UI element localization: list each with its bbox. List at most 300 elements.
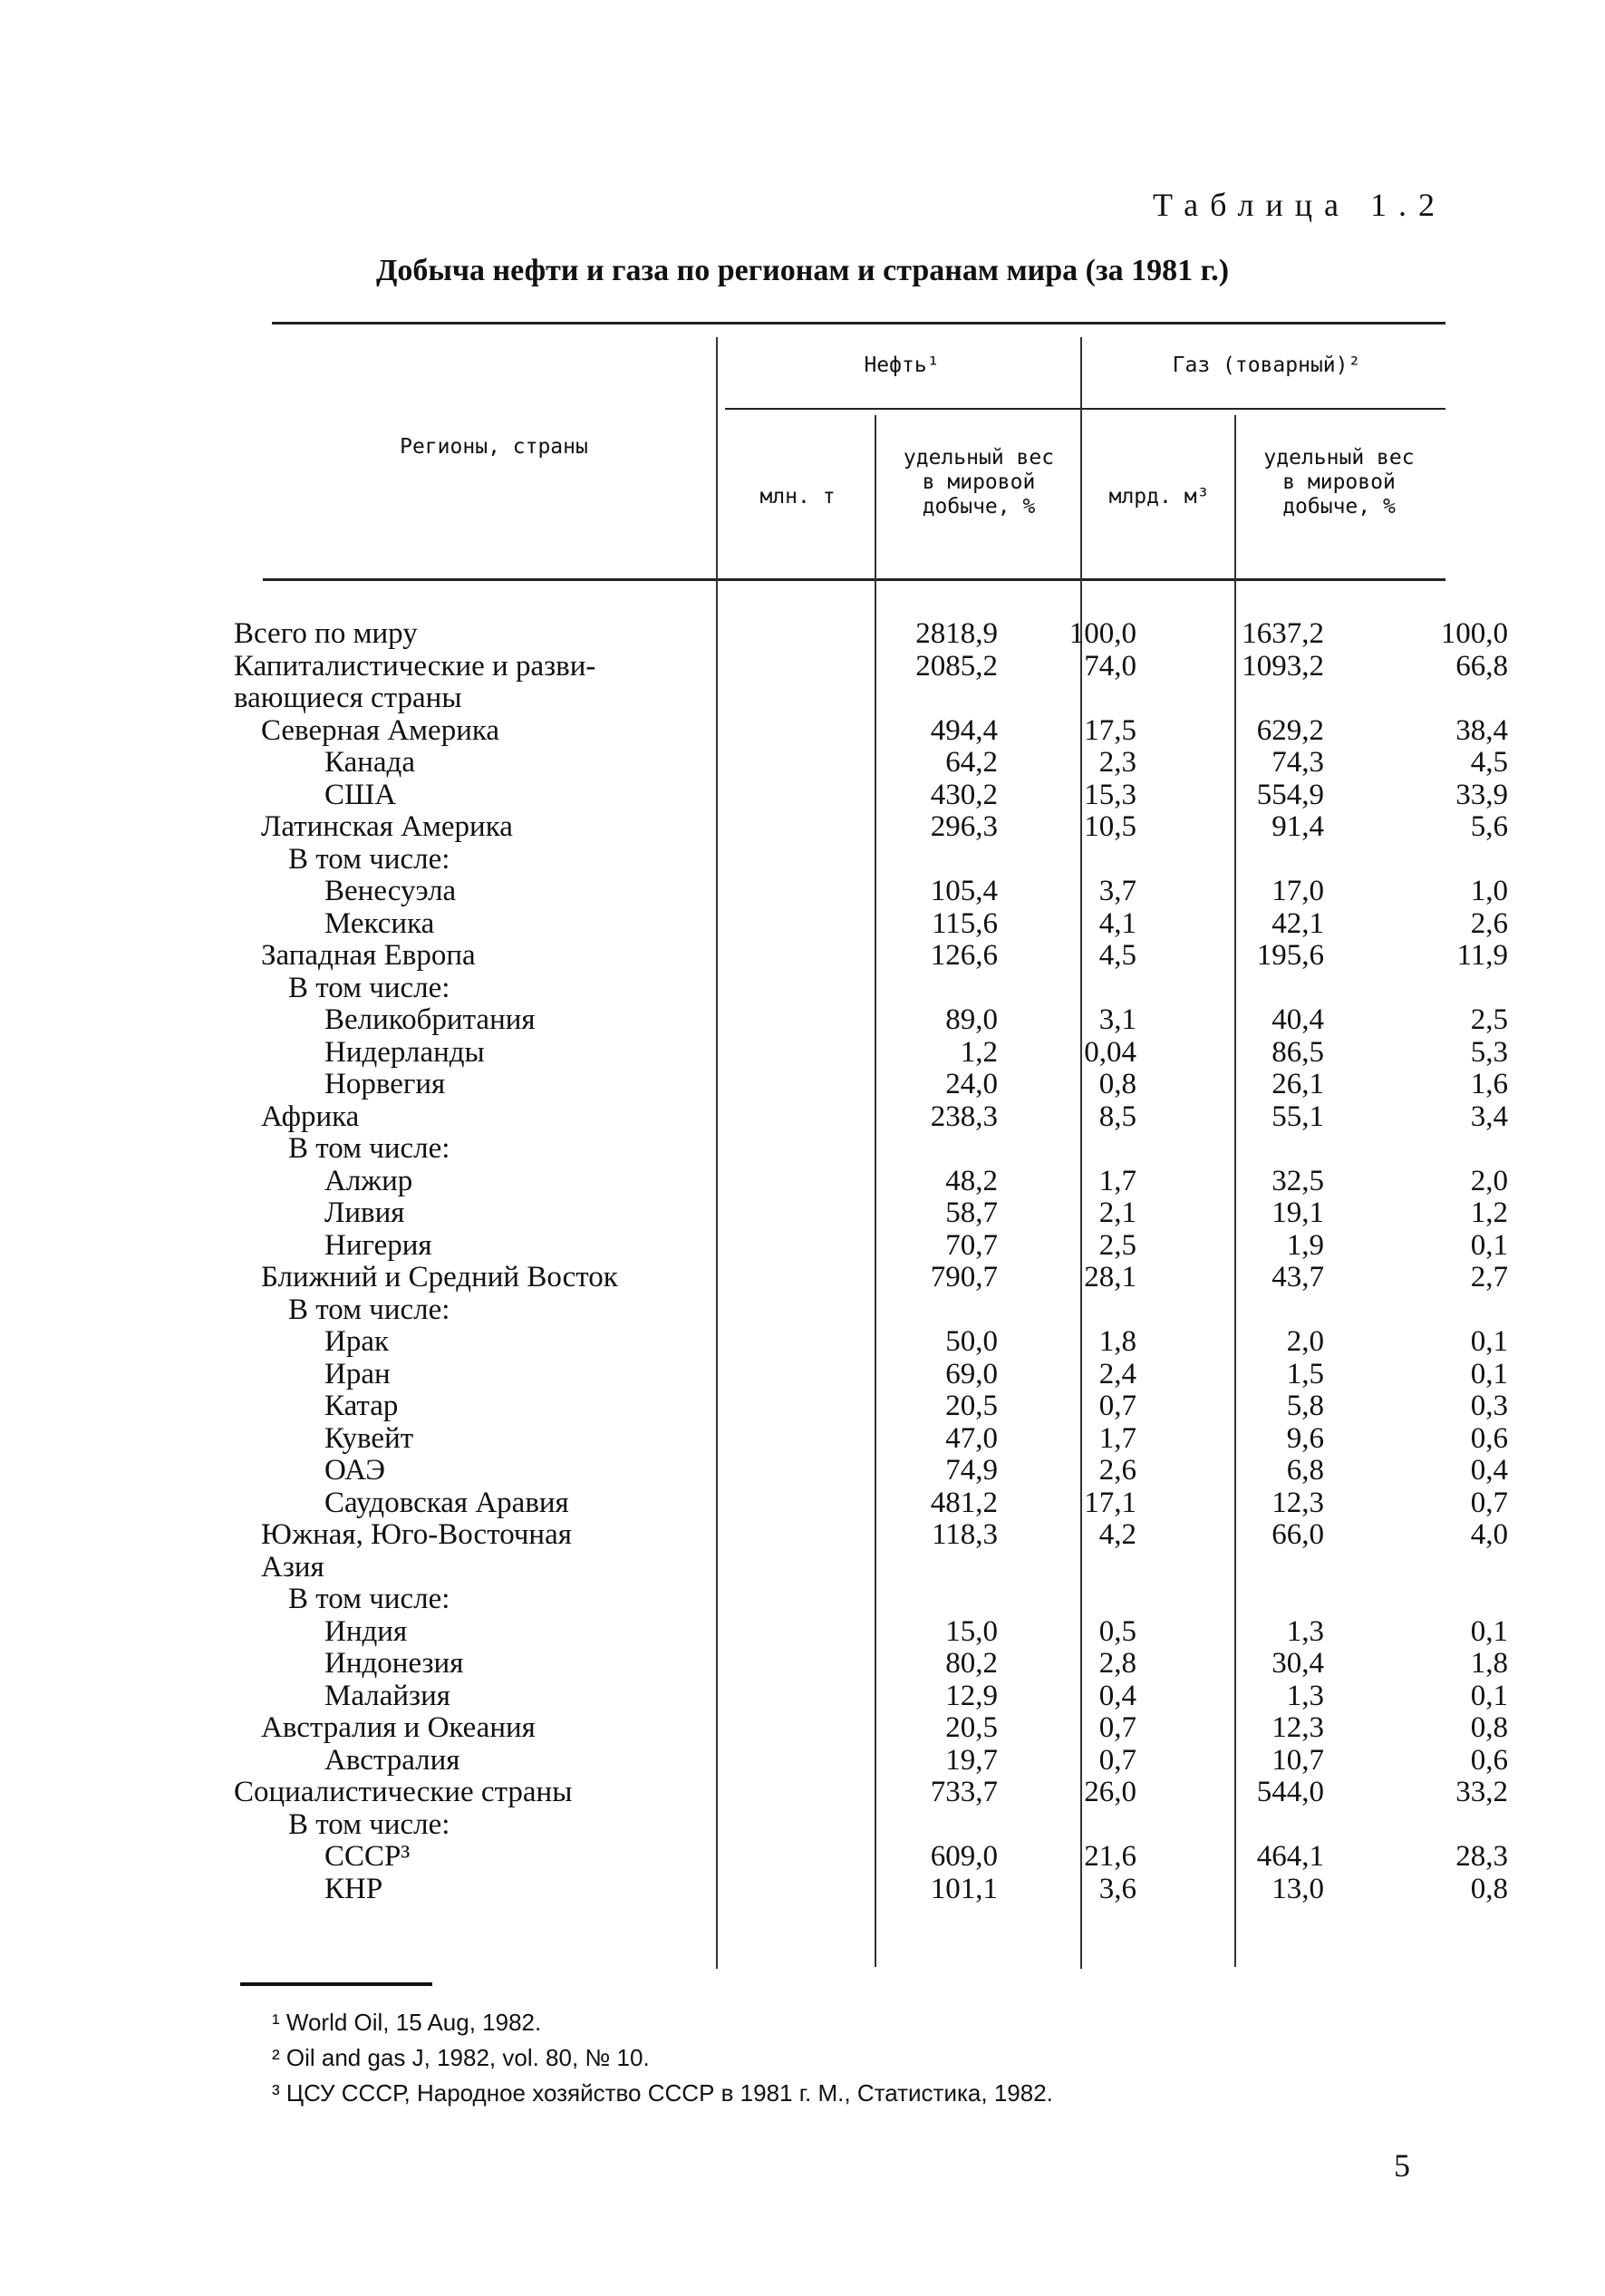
row-name: Канада [324,746,415,779]
table-row [234,1230,1546,1263]
cell-value: 2,8 [1098,1647,1136,1680]
row-name: Малайзия [324,1679,450,1712]
row-value-col2 [1002,1262,1184,1294]
row-value-col3 [1184,1681,1365,1713]
cell-value: 17,5 [1084,713,1136,747]
row-value-col3 [1184,1326,1365,1359]
row-value-col1 [812,1101,1002,1134]
row-value-col1 [812,1262,1002,1294]
row-value-col4 [1365,811,1546,844]
cell-value: 1,5 [1286,1357,1324,1390]
table-row [234,1777,1546,1809]
row-name: Великобритания [324,1003,536,1036]
table-body [234,618,1546,1905]
cell-value: 5,6 [1470,810,1508,843]
row-value-col3 [1184,1294,1365,1327]
row-value-col3 [1184,1616,1365,1649]
row-value-col4 [1365,1616,1546,1649]
row-value-col4 [1365,747,1546,780]
cell-value: 21,6 [1084,1840,1136,1873]
cell-value: 733,7 [930,1776,998,1808]
table-row [234,844,1546,877]
row-name: В том числе: [288,1807,450,1841]
cell-value: 4,5 [1098,939,1136,972]
cell-value: 2,5 [1470,1003,1508,1036]
row-value-col2 [1002,715,1184,748]
row-value-col4 [1365,1712,1546,1745]
table-row [234,1681,1546,1713]
row-name: Саудовская Аравия [324,1486,569,1519]
header-regions: Регионы, страны [400,435,588,459]
row-value-col2 [1002,1069,1184,1101]
row-value-col1 [812,1809,1002,1842]
cell-value: 17,1 [1084,1486,1136,1519]
cell-value: 86,5 [1271,1035,1324,1069]
row-value-col3 [1184,1004,1365,1037]
table-row [234,1359,1546,1391]
table-row [234,1616,1546,1649]
cell-value: 115,6 [931,906,998,940]
footnote-3: ³ ЦСУ СССР, Народное хозяйство СССР в 1981 г. М., Статистика, 1982. [272,2079,1053,2107]
cell-value: 1,7 [1098,1164,1136,1197]
row-value-col3 [1184,1069,1365,1101]
row-value-col1 [812,844,1002,877]
footnote-1: ¹ World Oil, 15 Aug, 1982. [272,2009,542,2036]
table-row [234,651,1546,683]
row-name: США [324,778,397,811]
row-value-col1 [812,1230,1002,1263]
cell-value: 58,7 [945,1196,998,1229]
production-table [234,618,1546,1905]
cell-value: 1093,2 [1242,649,1324,683]
row-value-col3 [1184,1648,1365,1681]
cell-value: 2,0 [1286,1325,1324,1358]
table-row [234,1552,1546,1584]
cell-value: 118,3 [931,1518,998,1551]
table-row [234,1166,1546,1198]
row-name: Южная, Юго-Восточная [261,1518,572,1551]
cell-value: 0,1 [1470,1614,1508,1648]
row-value-col4 [1365,715,1546,748]
row-value-col4 [1365,1841,1546,1874]
row-value-col2 [1002,1294,1184,1327]
cell-value: 609,0 [930,1840,998,1873]
row-value-col2 [1002,747,1184,780]
row-value-col4 [1365,1069,1546,1101]
row-value-col2 [1002,1777,1184,1809]
row-value-col3 [1184,618,1365,651]
row-name: Латинская Америка [261,810,513,843]
cell-value: 0,1 [1470,1357,1508,1390]
cell-value: 26,1 [1271,1068,1324,1100]
table-row [234,811,1546,844]
table-row [234,715,1546,748]
cell-value: 0,7 [1098,1390,1136,1422]
row-name: Катар [324,1390,399,1422]
table-row [234,1584,1546,1616]
cell-value: 0,8 [1470,1872,1508,1905]
row-value-col2 [1002,780,1184,812]
top-rule [272,322,1445,325]
cell-value: 3,6 [1098,1872,1136,1905]
row-name: В том числе: [288,1583,450,1615]
row-value-col3 [1184,683,1365,715]
row-value-col4 [1365,683,1546,715]
cell-value: 195,6 [1256,939,1324,972]
row-name: Индонезия [324,1647,464,1680]
cell-value: 28,3 [1455,1840,1508,1873]
cell-value: 33,9 [1455,778,1508,811]
row-value-col1 [812,1069,1002,1101]
cell-value: 12,3 [1271,1486,1324,1519]
cell-value: 2,1 [1098,1196,1136,1229]
row-value-col3 [1184,973,1365,1005]
row-value-col3 [1184,1133,1365,1166]
cell-value: 50,0 [945,1325,998,1358]
row-value-col4 [1365,780,1546,812]
row-value-col2 [1002,1133,1184,1166]
row-value-col3 [1184,715,1365,748]
cell-value: 3,4 [1470,1100,1508,1133]
header-gas-share: удельный вес в мировой добыче, % [1263,446,1415,518]
row-value-col4 [1365,1133,1546,1166]
row-value-col4 [1365,651,1546,683]
cell-value: 66,0 [1271,1518,1324,1551]
row-value-col3 [1184,1037,1365,1070]
row-value-col1 [812,811,1002,844]
row-value-col1 [812,1294,1002,1327]
row-name: В том числе: [288,1293,450,1326]
cell-value: 4,1 [1098,906,1136,940]
cell-value: 19,1 [1271,1196,1324,1229]
row-value-col4 [1365,940,1546,973]
cell-value: 1,7 [1098,1421,1136,1455]
row-name: Кувейт [324,1421,414,1455]
cell-value: 0,8 [1470,1711,1508,1744]
cell-value: 0,7 [1098,1711,1136,1744]
row-value-col1 [812,1133,1002,1166]
row-value-col1 [812,1326,1002,1359]
row-value-col1 [812,1455,1002,1487]
row-value-col2 [1002,1326,1184,1359]
cell-value: 12,9 [945,1679,998,1712]
row-value-col3 [1184,844,1365,877]
row-value-col3 [1184,1519,1365,1552]
row-value-col1 [812,1390,1002,1423]
row-value-col3 [1184,1487,1365,1520]
row-value-col4 [1365,876,1546,908]
cell-value: 5,8 [1286,1390,1324,1422]
cell-value: 10,7 [1271,1743,1324,1777]
row-value-col4 [1365,1101,1546,1134]
row-name: Западная Европа [261,939,476,972]
cell-value: 9,6 [1286,1421,1324,1455]
row-name: Ливия [324,1196,405,1229]
table-row [234,1133,1546,1166]
cell-value: 629,2 [1256,713,1324,747]
cell-value: 20,5 [945,1390,998,1422]
row-name: Индия [324,1614,408,1648]
row-value-col4 [1365,1294,1546,1327]
row-name: Венесуэла [324,875,457,907]
row-value-col3 [1184,908,1365,941]
table-row [234,973,1546,1005]
header-bottom-rule [263,578,1445,581]
cell-value: 28,1 [1084,1261,1136,1293]
row-value-col1 [812,940,1002,973]
row-value-col3 [1184,1423,1365,1456]
row-value-col3 [1184,1166,1365,1198]
row-value-col4 [1365,618,1546,651]
cell-value: 19,7 [945,1743,998,1777]
table-row [234,1326,1546,1359]
cell-value: 12,3 [1271,1711,1324,1744]
row-value-col2 [1002,683,1184,715]
footnotes [272,2005,1053,2111]
row-name: Иран [324,1357,391,1390]
row-value-col3 [1184,1841,1365,1874]
row-value-col1 [812,780,1002,812]
table-row [234,1841,1546,1874]
table-row [234,1101,1546,1134]
cell-value: 5,3 [1470,1035,1508,1069]
row-value-col3 [1184,1584,1365,1616]
row-value-col4 [1365,1423,1546,1456]
cell-value: 47,0 [945,1421,998,1455]
cell-value: 64,2 [945,746,998,779]
cell-value: 1,8 [1470,1647,1508,1680]
cell-value: 24,0 [945,1068,998,1100]
cell-value: 3,7 [1098,875,1136,907]
row-value-col1 [812,1648,1002,1681]
cell-value: 1,3 [1286,1679,1324,1712]
cell-value: 105,4 [930,875,998,907]
row-value-col4 [1365,1455,1546,1487]
row-value-col1 [812,1616,1002,1649]
cell-value: 101,1 [930,1872,998,1905]
row-name: Ирак [324,1325,390,1358]
row-value-col1 [812,1004,1002,1037]
row-value-col1 [812,1874,1002,1906]
table-row [234,1037,1546,1070]
row-value-col1 [812,1197,1002,1230]
cell-value: 2,0 [1470,1164,1508,1197]
cell-value: 0,6 [1470,1743,1508,1777]
cell-value: 464,1 [1256,1840,1324,1873]
cell-value: 544,0 [1256,1776,1324,1808]
row-value-col3 [1184,1777,1365,1809]
row-value-col2 [1002,1037,1184,1070]
cell-value: 430,2 [930,778,998,811]
row-value-col3 [1184,940,1365,973]
cell-value: 494,4 [930,713,998,747]
row-value-col3 [1184,1230,1365,1263]
table-row [234,1487,1546,1520]
row-value-col2 [1002,1390,1184,1423]
row-value-col1 [812,1584,1002,1616]
cell-value: 80,2 [945,1647,998,1680]
cell-value: 1,3 [1286,1614,1324,1648]
cell-value: 0,4 [1098,1679,1136,1712]
row-name: Северная Америка [261,713,500,747]
row-value-col4 [1365,1037,1546,1070]
row-value-col3 [1184,1552,1365,1584]
table-row [234,1712,1546,1745]
cell-value: 2,3 [1098,746,1136,779]
row-name: В том числе: [288,842,450,876]
cell-value: 0,7 [1098,1743,1136,1777]
row-value-col1 [812,1359,1002,1391]
row-value-col4 [1365,1197,1546,1230]
table-row [234,908,1546,941]
row-value-col3 [1184,1197,1365,1230]
row-name: Африка [261,1100,360,1133]
cell-value: 2,6 [1098,1454,1136,1487]
cell-value: 74,3 [1271,746,1324,779]
cell-value: 0,3 [1470,1390,1508,1422]
table-row [234,1262,1546,1294]
cell-value: 0,6 [1470,1421,1508,1455]
row-value-col4 [1365,908,1546,941]
row-value-col2 [1002,1841,1184,1874]
row-value-col1 [812,1841,1002,1874]
row-value-col4 [1365,1745,1546,1778]
cell-value: 17,0 [1271,875,1324,907]
row-value-col3 [1184,811,1365,844]
row-name: Норвегия [324,1068,446,1100]
table-row [234,1390,1546,1423]
cell-value: 32,5 [1271,1164,1324,1197]
cell-value: 55,1 [1271,1100,1324,1133]
row-value-col2 [1002,1712,1184,1745]
cell-value: 554,9 [1256,778,1324,811]
row-value-col4 [1365,1809,1546,1842]
header-gas-unit: млрд. м³ [1108,485,1210,509]
row-value-col4 [1365,844,1546,877]
group-subheader-rule [725,408,1445,410]
cell-value: 42,1 [1271,906,1324,940]
cell-value: 10,5 [1084,810,1136,843]
cell-value: 1,2 [1470,1196,1508,1229]
row-value-col3 [1184,1262,1365,1294]
cell-value: 3,1 [1098,1003,1136,1036]
row-value-col1 [812,876,1002,908]
row-value-col4 [1365,1230,1546,1263]
row-value-col2 [1002,618,1184,651]
row-value-col2 [1002,844,1184,877]
table-row [234,618,1546,651]
row-value-col3 [1184,651,1365,683]
document-title: Добыча нефти и газа по регионам и странам мира (за 1981 г.) [375,254,1230,287]
cell-value: 790,7 [930,1261,998,1293]
cell-value: 2,6 [1470,906,1508,940]
row-value-col2 [1002,876,1184,908]
table-row [234,940,1546,973]
row-value-col4 [1365,1004,1546,1037]
cell-value: 2085,2 [915,649,998,683]
cell-value: 238,3 [930,1100,998,1133]
cell-value: 0,1 [1470,1679,1508,1712]
table-row [234,1874,1546,1906]
cell-value: 0,1 [1470,1325,1508,1358]
row-name: Всего по миру [234,617,418,650]
row-value-col2 [1002,1101,1184,1134]
row-value-col3 [1184,747,1365,780]
row-value-col3 [1184,1809,1365,1842]
row-name: В том числе: [288,1132,450,1165]
row-value-col1 [812,747,1002,780]
header-oil-group: Нефть¹ [864,354,940,377]
row-name: Социалистические страны [234,1776,573,1808]
footnote-rule [240,1982,432,1986]
row-name: В том числе: [288,971,450,1004]
row-value-col4 [1365,1552,1546,1584]
cell-value: 74,0 [1084,649,1136,683]
footnote-2: ² Oil and gas J, 1982, vol. 80, № 10. [272,2044,650,2071]
row-value-col2 [1002,1197,1184,1230]
row-value-col1 [812,1423,1002,1456]
row-value-col2 [1002,1423,1184,1456]
row-name: Алжир [324,1164,413,1197]
cell-value: 66,8 [1455,649,1508,683]
row-value-col4 [1365,1874,1546,1906]
cell-value: 1637,2 [1242,617,1324,650]
row-value-col4 [1365,1262,1546,1294]
row-value-col2 [1002,1874,1184,1906]
row-value-col2 [1002,1616,1184,1649]
row-value-col1 [812,1487,1002,1520]
row-name: Нигерия [324,1228,432,1262]
row-value-col1 [812,715,1002,748]
row-value-col2 [1002,1552,1184,1584]
cell-value: 2,5 [1098,1228,1136,1262]
cell-value: 0,5 [1098,1614,1136,1648]
cell-value: 43,7 [1271,1261,1324,1293]
row-value-col2 [1002,1230,1184,1263]
cell-value: 2,7 [1470,1261,1508,1293]
cell-value: 481,2 [930,1486,998,1519]
row-name: Австралия и Океания [261,1711,536,1744]
header-gas-group: Газ (товарный)² [1172,354,1361,377]
cell-value: 1,8 [1098,1325,1136,1358]
table-row [234,780,1546,812]
cell-value: 70,7 [945,1228,998,1262]
header-oil-share: удельный вес в мировой добыче, % [903,446,1055,518]
row-name: КНР [324,1872,383,1905]
row-value-col2 [1002,1455,1184,1487]
cell-value: 15,3 [1084,778,1136,811]
cell-value: 4,5 [1470,746,1508,779]
row-name: вающиеся страны [234,682,462,714]
row-value-col3 [1184,1745,1365,1778]
table-row [234,1294,1546,1327]
cell-value: 89,0 [945,1003,998,1036]
page-number: 5 [1394,2147,1410,2184]
row-value-col4 [1365,1648,1546,1681]
row-value-col4 [1365,1326,1546,1359]
cell-value: 11,9 [1456,939,1508,972]
row-value-col1 [812,973,1002,1005]
cell-value: 30,4 [1271,1647,1324,1680]
row-name: Капиталистические и разви- [234,649,596,683]
row-value-col4 [1365,1390,1546,1423]
cell-value: 2,4 [1098,1357,1136,1390]
row-value-col3 [1184,1455,1365,1487]
row-value-col1 [812,683,1002,715]
table-row [234,747,1546,780]
header-oil-unit: млн. т [759,485,836,509]
row-value-col1 [812,908,1002,941]
